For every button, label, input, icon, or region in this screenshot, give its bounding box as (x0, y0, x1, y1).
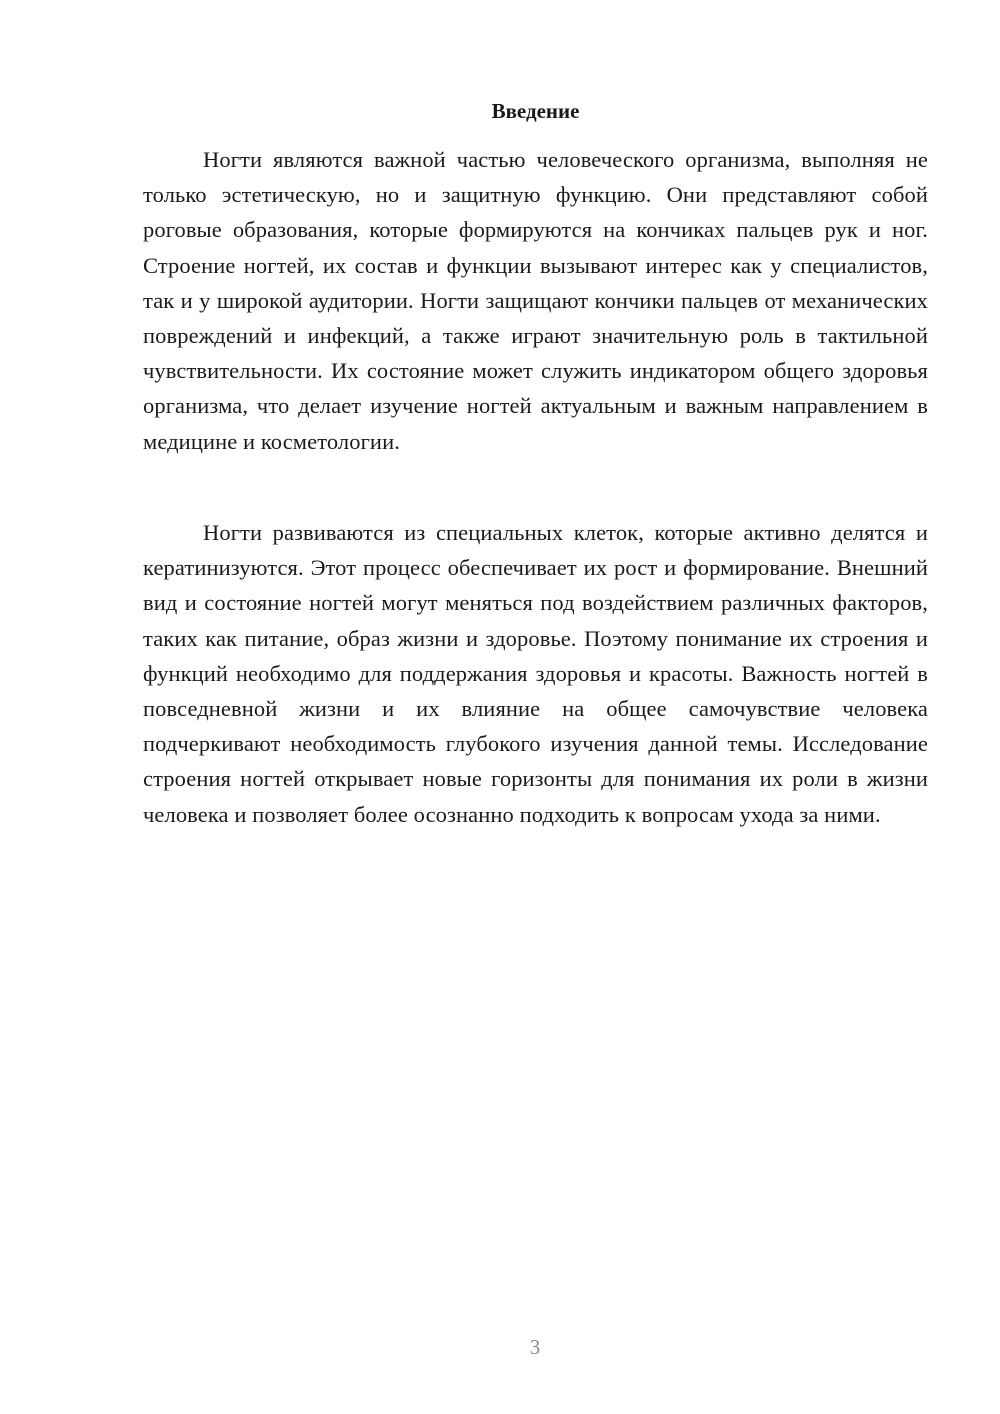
page-number: 3 (529, 1335, 541, 1359)
paragraph-1: Ногти являются важной частью человеческого организма, выполняя не только эстетическую, но и защитную функцию. Они представляют собой роговые образования, которые формируются на кончиках пальцев рук и ног. Строение ногтей, их состав и функции вызывают интерес как у специалистов, так и у широкой аудитории. Ногти защищают кончики пальцев от механических повреждений и инфекций, а также играют значительную роль в тактильной чувствительности. Их состояние может служить индикатором общего здоровья организма, что делает изучение ногтей актуальным и важным направлением в медицине и косметологии. (143, 147, 928, 454)
section-heading: Введение (491, 99, 580, 123)
paragraph-2: Ногти развиваются из специальных клеток, которые активно делятся и кератинизуются. Этот процесс обеспечивает их рост и формирование. Внешний вид и состояние ногтей могут меняться под воздействием различных факторов, таких как питание, образ жизни и здоровье. Поэтому понимание их строения и функций необходимо для поддержания здоровья и красоты. Важность ногтей в повседневной жизни и их влияние на общее самочувствие человека подчеркивают необходимость глубокого изучения данной темы. Исследование строения ногтей открывает новые горизонты для понимания их роли в жизни человека и позволяет более осознанно подходить к вопросам ухода за ними. (143, 520, 928, 827)
